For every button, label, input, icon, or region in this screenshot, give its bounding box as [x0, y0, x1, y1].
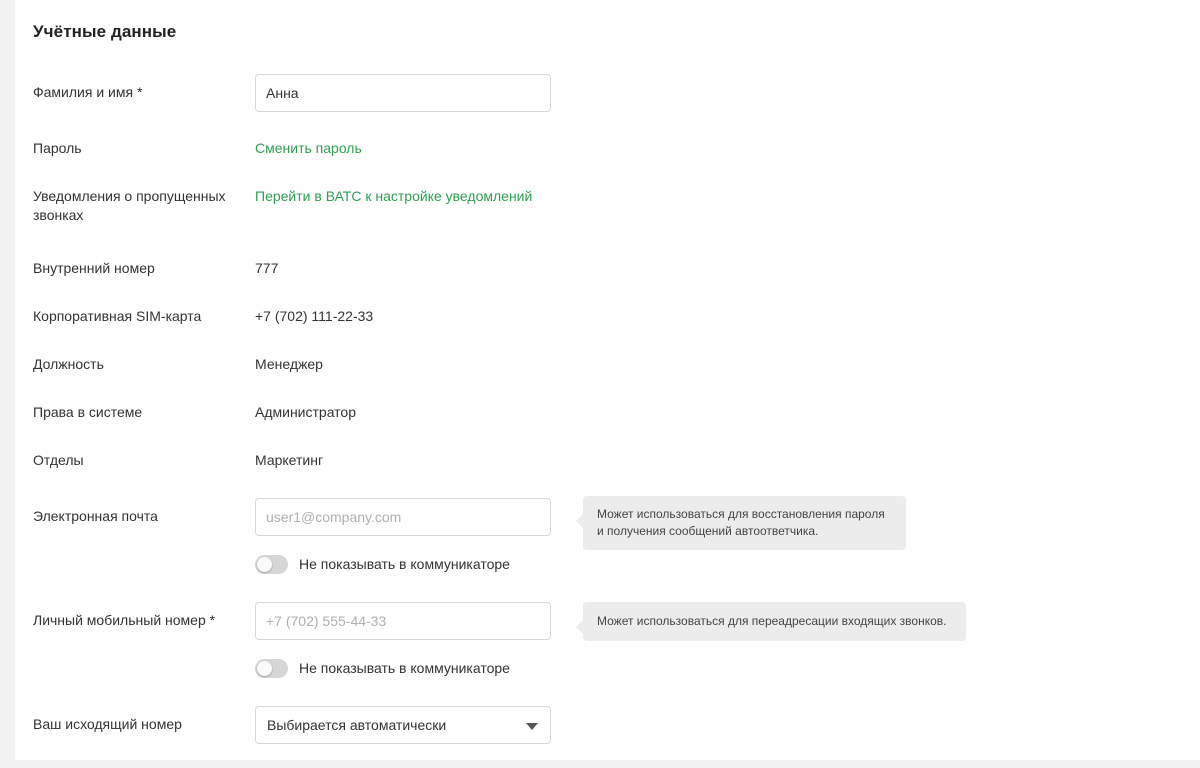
internal-number-label: Внутренний номер — [33, 260, 155, 276]
password-label: Пароль — [33, 140, 82, 156]
outgoing-number-label: Ваш исходящий номер — [33, 716, 182, 732]
name-label: Фамилия и имя * — [33, 84, 143, 100]
chevron-down-icon — [526, 723, 538, 730]
position-label: Должность — [33, 356, 104, 372]
toggle-knob-icon — [257, 557, 272, 572]
rights-value: Администратор — [255, 404, 357, 420]
change-password-link[interactable]: Сменить пароль — [255, 140, 362, 156]
mobile-input[interactable] — [255, 602, 551, 640]
mobile-label: Личный мобильный номер * — [33, 612, 216, 628]
page-title: Учётные данные — [33, 22, 177, 41]
page-bottom-margin — [15, 760, 1200, 768]
mobile-tooltip: Может использоваться для переадресации входящих звонков. — [583, 602, 966, 641]
email-label: Электронная почта — [33, 508, 158, 524]
departments-value: Маркетинг — [255, 452, 324, 468]
name-input[interactable] — [255, 74, 551, 112]
page-left-margin — [0, 0, 15, 768]
missed-calls-settings-link[interactable]: Перейти в ВАТС к настройке уведомлений — [255, 188, 533, 204]
toggle-knob-icon — [257, 661, 272, 676]
outgoing-number-select[interactable] — [255, 706, 551, 744]
corp-sim-value: +7 (702) 111-22-33 — [255, 308, 374, 324]
email-hide-toggle[interactable] — [255, 555, 288, 574]
departments-label: Отделы — [33, 452, 84, 468]
corp-sim-label: Корпоративная SIM-карта — [33, 308, 202, 324]
email-input[interactable] — [255, 498, 551, 536]
internal-number-value: 777 — [255, 260, 279, 276]
email-hide-toggle-label: Не показывать в коммуникаторе — [299, 556, 510, 572]
position-value: Менеджер — [255, 356, 323, 372]
missed-calls-label: Уведомления о пропущенных звонках — [33, 188, 226, 223]
rights-label: Права в системе — [33, 404, 143, 420]
outgoing-number-selected-value: Выбирается автоматически — [267, 717, 447, 733]
mobile-hide-toggle-label: Не показывать в коммуникаторе — [299, 660, 510, 676]
email-tooltip: Может использоваться для восстановления пароля и получения сообщений автоответчика. — [583, 496, 906, 550]
credentials-card — [15, 0, 1200, 768]
mobile-hide-toggle[interactable] — [255, 659, 288, 678]
